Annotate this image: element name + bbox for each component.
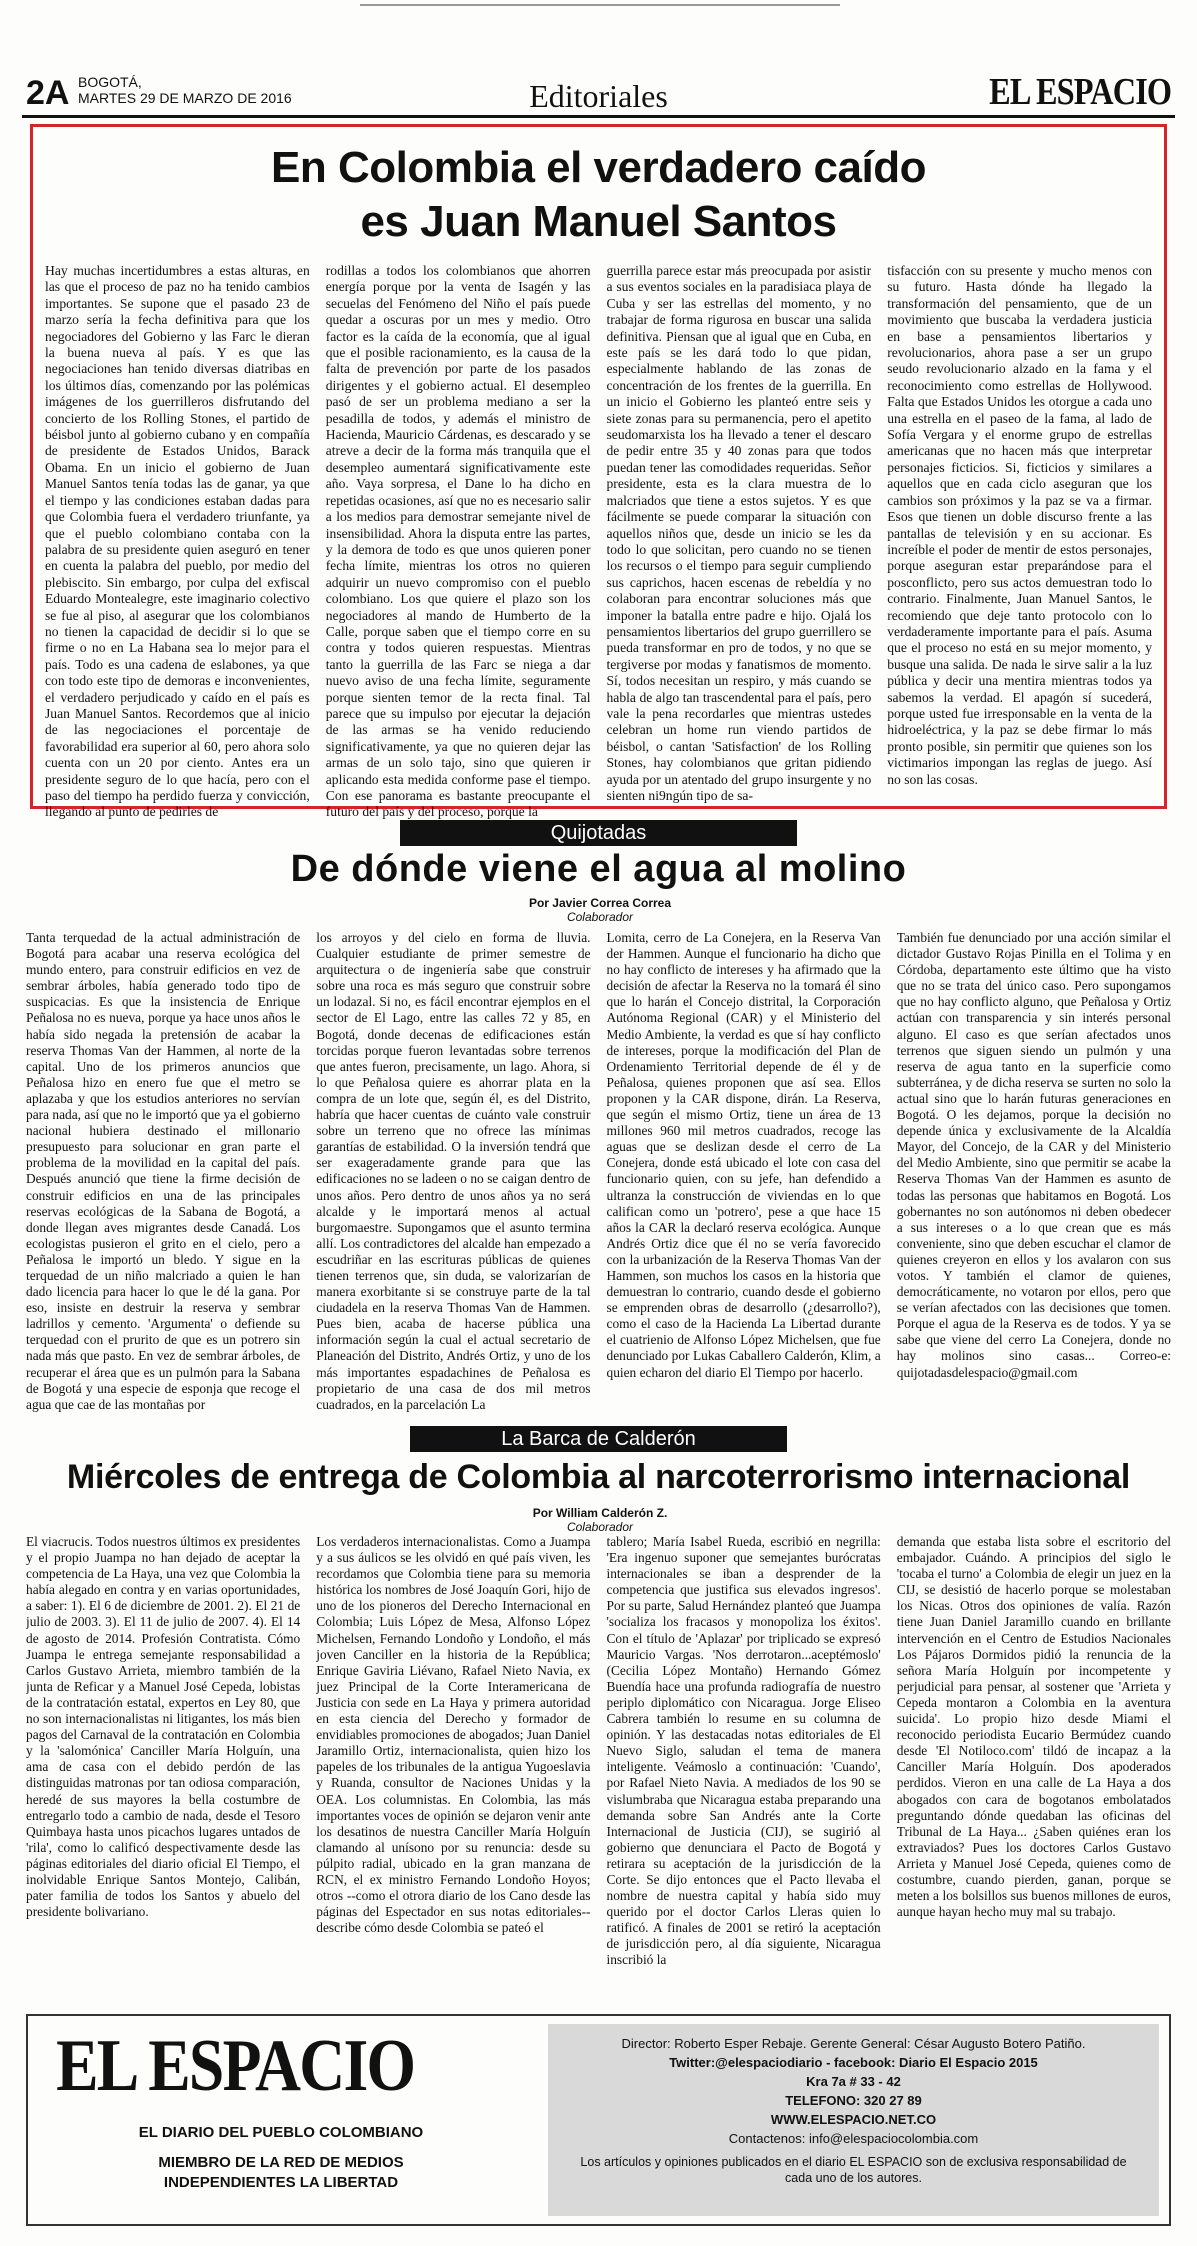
editorial-headline-line2: es Juan Manuel Santos bbox=[360, 197, 837, 246]
masthead bbox=[22, 68, 1175, 118]
barca-column-1: El viacrucis. Todos nuestros últimos ex presidentes y el propio Juampa no han dejado de aceptar la competencia de La Haya, una vez que Colombia la había alegado en contra y en varias oportunidades, a saber: 1). El 6 de diciembre de 2001. 2). El 21 de julio de 2003. 3). El 11 de julio de 2007. 4). El 14 de agosto de 2014. Profesión Contratista. Cómo Juampa le entrega semejante responsabilidad a Carlos Gustavo Arrieta, miembro también de la junta de Reficar y a Manuel José Cepeda, lobistas de la contratación estatal, expertos en Ley 80, que no son internacionalistas ni litigantes, los más bien pagos del Carnaval de la contratación en Colombia y la 'salomónica' Canciller María Holguín, una ama de casa con el debido perdón de las distinguidas matronas por tan odiosa comparación, heredé de sus mayores la bella costumbre de entregarlo todo a cambio de nada, desde el Tesoro Quimbaya hasta unos picachos lugares untados de 'rila', como lo calificó despectivamente desde las páginas editoriales del diario oficial El Tiempo, el inolvidable Enrique Santos Montejo, Calibán, pater familia de todos los Santos y abuelo del presidente bolivariano. bbox=[26, 1534, 301, 1920]
editorial-body bbox=[45, 263, 1152, 821]
quijotadas-author: Por Javier Correa Correa bbox=[528, 896, 672, 910]
footer-logo: EL ESPACIO bbox=[56, 2025, 415, 2107]
credits-director: Director: Roberto Esper Rebaje. Gerente General: César Augusto Botero Patiño. bbox=[621, 2036, 1086, 2051]
editorial-column-4: tisfacción con su presente y mucho menos con su futuro. Hasta dónde ha llegado la transformación del pensamiento, que de un movimiento que buscaba la verdadera justicia en base a pensamientos libertarios y revolucionarios, ahora pase a ser un grupo seudo revolucionario alzado en la fama y el reconocimiento como estrellas de Hollywood. Falta que Estados Unidos les otorgue a cada uno una estrella en el paseo de la fama, al lado de Sofía Vergara y el enorme grupo de estrellas americanas que no hacen más que interpretar personajes ficticios. Si, ficticios y similares a aquellos que en cada ciclo aseguran que los cambios son próximos y la paz se va a firmar. Esos que tienen un doble discurso frente a las pantallas de televisión y en su accionar. Es increíble el poder de mentir de estos personajes, porque aseguran estar preparándose para el posconflicto, pero sus actos demuestran todo lo contrario. Finalmente, Juan Manuel Santos, le recomiendo que deje tanto protocolo con lo verdaderamente importante para el país. Asuma que el proceso no está en su mejor momento, y busque una salida. De nada le sirve salir a la luz pública y decir una mentira mientras todos ya sabemos la verdad. El apagón sí sucederá, porque usted fue irresponsable en la venta de la hidroeléctrica, y la paz se debe firmar lo más pronto posible, sin permitir que quienes son los victimarios impongan las reglas de juego. Así no son las cosas. bbox=[887, 263, 1152, 787]
barca-body bbox=[26, 1534, 1171, 2000]
footer-network-line2: INDEPENDIENTES LA LIBERTAD bbox=[163, 2174, 399, 2191]
editorial-column-2: rodillas a todos los colombianos que ahorren energía porque por la venta de Isagén y las secuelas del Fenómeno del Niño el país puede quedar a oscuras por un mes y medio. Otro factor es la caída de la economía, que al igual que el posible racionamiento, es la causa de la falta de prevención por parte de los pasados dirigentes y el gobierno actual. El desempleo pasó de ser un problema mediano a ser la pesadilla de todos, y además el ministro de Hacienda, Mauricio Cárdenas, es descarado y se atreve a decir de la forma más tranquila que el desempleo aumentará significativamente este año. Vaya sorpresa, el Dane lo ha dicho en repetidas ocasiones, así que no es necesario salir a los medios para demostrar semejante nivel de insensibilidad. Ahora la disputa entre las partes, y la demora de todo es que unos quieren poner fecha límite, mientras los otros no quieren adquirir un nuevo compromiso con el pueblo colombiano. Los que quiere el plazo son los negociadores al mando de Humberto de la Calle, porque saben que el tiempo corre en su contra y todos quieren respuestas. Mientras tanto la guerrilla de las Farc se niega a dar nuevo aviso de una fecha límite, seguramente porque sienten temor de la recta final. Tal parece que su impulso por ejecutar la dejación de las armas se ha venido reduciendo significativamente, ya que no quieren dejar las armas de un solo tajo, sino que quieren ir aplicando esta medida conforme pase el tiempo. Con ese panorama es bastante preocupante el futuro del país y del proceso, porque la bbox=[325, 263, 591, 820]
footer-network-line1: MIEMBRO DE LA RED DE MEDIOS bbox=[158, 2154, 404, 2171]
credits-disclaimer: Los artículos y opiniones publicados en el diario EL ESPACIO son de exclusiva responsabilidad de cada uno de los autores. bbox=[580, 2155, 1127, 2185]
barca-author: Por William Calderón Z. bbox=[532, 1506, 668, 1520]
quijotadas-body bbox=[26, 930, 1171, 1418]
barca-column-2: Los verdaderos internacionalistas. Como a Juampa y a sus áulicos se les olvidó en qué país viven, les recordamos que Colombia tiene para su memoria histórica los nombres de José Joaquín Gori, hijo de uno de los pioneros del Derecho Internacional en Colombia; Luis López de Mesa, Alfonso López Michelsen, Fernando Londoño y Londoño, el más joven Canciller en la historia de la República; Enrique Gaviria Liévano, Rafael Nieto Navia, ex juez Principal de la Corte Interamericana de Justicia con sede en La Haya y primera autoridad en esta ciencia del Derecho y formador de envidiables promociones de abogados; Juan Daniel Jaramillo Ortiz, internacionalista, quien hizo los papeles de los tribunales de la antigua Yugoeslavia y Ruanda, consultor de Naciones Unidas y la OEA. Los columnistas. En Colombia, las más importantes voces de opinión se dejaron venir ante los desatinos de nuestra Canciller María Holguín clamando al unísono por su renuncia: desde su púlpito radial, ubicado en la gran manzana de RCN, el ex ministro Fernando Londoño Hoyos; otros --como el otrora diario de los Cano desde las páginas del Espectador en sus notas editoriales-- describe cómo desde Colombia se pateó el bbox=[316, 1534, 591, 1936]
editorial-column-1: Hay muchas incertidumbres a estas alturas, en las que el proceso de paz no ha tenido cambios importantes. Se supone que el pasado 23 de marzo sería la fecha definitiva para que los negociadores del Gobierno y las Farc le dieran la buena nueva al país. Y es que las negociaciones han tenido diversas diatribas en los últimos días, comenzando por las polémicas imágenes de los guerrilleros disfrutando del concierto de los Rolling Stones, el partido de béisbol junto al gobierno cubano y en compañía de presidente de Estados Unidos, Barack Obama. En un inicio el gobierno de Juan Manuel Santos tenía todas las de ganar, ya que el tiempo y las condiciones estaban dadas para que Colombia fuera el verdadero triunfante, ya que el pueblo colombiano contaba con la palabra de su presidente quien aseguró en tener en cuenta la palabra del pueblo, por medio del plebiscito. Sin embargo, por culpa del exfiscal Eduardo Montealegre, este imaginario colectivo se fue al piso, al asegurar que los colombianos no tienen la capacidad de decidir si lo que se firme o no en La Habana sea lo mejor para el país. Todo es una cadena de eslabones, ya que con todo este tipo de demoras e inconvenientes, el verdadero perjudicado y caído en el país es Juan Manuel Santos. Recordemos que al inicio de las negociaciones el porcentaje de favorabilidad era superior al 60, pero ahora solo cuenta con un 20 por ciento. Antes era un presidente seguro de lo que hacía, pero con el paso del tiempo ha perdido fuerza y convicción, llegando al punto de pedirles de bbox=[45, 263, 310, 820]
credits-panel bbox=[548, 2024, 1159, 2216]
dateline-date: MARTES 29 DE MARZO DE 2016 bbox=[78, 90, 292, 106]
footer-box bbox=[26, 2014, 1171, 2226]
barca-column-3: tablero; María Isabel Rueda, escribió en negrilla: 'Era ingenuo suponer que semejantes burócratas internacionales se iban a desprender de la competencia que justifica sus elevados ingresos'. Por su parte, Salud Hernández planteó que Juampa 'socializa los fracasos y monopoliza los éxitos'. Con el título de 'Aplazar' por triplicado se expresó Mauricio Vargas. 'Nos derrotaron...aceptémoslo' (Cecilia López Montaño) Hernando Gómez Buendía hace una profunda radiografía de nuestro periplo diplomático con Nicaragua. Jorge Eliseo Cabrera también lo resume en su columna de opinión. Y las destacadas notas editoriales de El Nuevo Siglo, saludan el tema de manera inteligente. Veámoslo a continuación: 'Cuando', por Rafael Nieto Navia. A mediados de los 90 se vislumbraba que Nicaragua estaba preparando una demanda sobre San Andrés ante la Corte Internacional de Justicia (CIJ), se sugirió al gobierno que denunciara el Pacto de Bogotá y retirara su aceptación de la jurisdicción de la Corte. Se dijo entonces que el Pacto llevaba el nombre de nuestra capital y había sido muy querido por el doctor Carlos Lleras quien lo ratificó. A finales de 2001 se retiró la aceptación de jurisdicción pero, al día siguiente, Nicaragua inscribió la bbox=[606, 1534, 881, 1968]
barca-band: La Barca de Calderón bbox=[410, 1426, 787, 1452]
editorial-headline-line1: En Colombia el verdadero caído bbox=[271, 143, 926, 192]
credits-address: Kra 7a # 33 - 42 bbox=[806, 2074, 901, 2089]
barca-byline bbox=[480, 1506, 720, 1534]
editorial-column-3: guerrilla parece estar más preocupada por asistir a sus eventos sociales en la paradisiaca playa de Cuba y ser las estrellas del momento, y no trabajar de forma rigurosa en buscar una salida definitiva. Piensan que al igual que en Cuba, en este país se les dará todo lo que pidan, especialmente hablando de las zonas de concentración de los frentes de la guerrilla. En un inicio el Gobierno les planteó entre seis y siete zonas para su permanencia, pero el apetito seudomarxista los ha llevado a tener el descaro de pedir entre 35 y 40 zonas para que todos puedan tener las comodidades requeridas. Señor presidente, esta es la clara muestra de lo malcriados que tiene a estos sujetos. Y es que fácilmente se puede comparar la situación con aquellos niños que, desde un inicio se les da todo lo que solicitan, pero cuando no se tienen los recursos o el tiempo para seguir cumpliendo sus caprichos, hacen escenas de rebeldía y no colaboran para encontrar soluciones más que imponer la batalla entre padre e hijo. Ojalá los pensamientos libertarios del grupo guerrillero se pueda transformar en pro de todos, y no que se tergiverse por modas y fanatismos de momento. Sí, todos necesitan un respiro, y más cuando se habla de algo tan trascendental para el país, pero vale la pena recordarles que mientras ustedes celebran un home run viendo partidos de béisbol, o cantan 'Satisfaction' de los Rolling Stones, hay colombianos que gritan pidiendo ayuda por un atentado del grupo insurgente y no sienten ni9ngún tipo de sa- bbox=[606, 263, 872, 803]
quijotadas-column-2: los arroyos y del cielo en forma de lluvia. Cualquier estudiante de primer semestre de arquitectura o de ingeniería sabe que construir sobre una roca es más seguro que construir sobre un lodazal. Si no, es fácil encontrar ejemplos en el sector de El Lago, entre las calles 72 y 85, en Bogotá, donde decenas de edificaciones están torcidas porque fueron levantadas sobre terrenos que antes fueron, precisamente, un lago. Ahora, si lo que Peñalosa quiere es ahorrar plata en la compra de un lote que, según él, es del Distrito, habría que hacer cuentas de cuánto vale construir sobre un terreno que no ofrece las mínimas garantías de estabilidad. O la inversión tendrá que ser exageradamente grande para que las edificaciones no se ladeen o no se caigan dentro de unos años. Pero dentro de unos años ya no será alcalde y le importará menos al actual burgomaestre. Supongamos que el asunto termina allí. Los contradictores del alcalde han empezado a escudriñar en las escrituras públicas de quienes tienen terrenos que, sin duda, se valorizarían de manera exorbitante si se construye parte de la tal ciudadela en la reserva Thomas Van de Hammen. Pues bien, acaba de hacerse pública una información según la cual el actual secretario de Planeación del Distrito, Andrés Ortiz, y uno de los más importantes espadachines de Peñalosa es propietario de una casa de dos mil metros cuadrados, en la parcelación La bbox=[316, 930, 591, 1412]
credits-website: WWW.ELESPACIO.NET.CO bbox=[770, 2112, 937, 2127]
masthead-logo: EL ESPACIO bbox=[988, 71, 1171, 113]
credits-social: Twitter:@elespaciodiario - facebook: Diario El Espacio 2015 bbox=[669, 2055, 1038, 2070]
quijotadas-role: Colaborador bbox=[566, 910, 634, 924]
quijotadas-byline bbox=[500, 896, 700, 924]
editorial-headline bbox=[45, 141, 1152, 249]
quijotadas-headline: De dónde viene el agua al molino bbox=[290, 848, 907, 890]
top-rule bbox=[360, 0, 840, 6]
credits-contact: Contactenos: info@elespaciocolombia.com bbox=[728, 2131, 979, 2146]
barca-column-4: demanda que estaba lista sobre el escritorio del embajador. Cuándo. A principios del siglo le 'tocaba el turno' a Colombia de elegir un juez en la CIJ, se desistió de hacerlo porque se molestaban los Nicas. Otros dos opiniones de valía. Razón tiene Juan Daniel Jaramillo cuando en brillante intervención en el Centro de Estudios Nacionales Los Pájaros Dormidos pidió la renuncia de la señora María Holguín por incompetente y perjudicial para pensar, al sostener que 'Arrieta y Cepeda montaron a Colombia en la aventura suicida'. Lo propio hizo desde Miami el reconocido periodista Eucario Bermúdez cuando desde 'El Notiloco.com' tildó de incapaz a la Canciller María Holguín. Dos apoderados perdidos. Vieron en una calle de La Haya a dos abogados con cara de bogotanos embolatados preguntando dónde quedaban las oficinas del Tribunal de La Haya... ¿Saben quiénes eran los extraviados? Pues los doctores Carlos Gustavo Arrieta y Manuel José Cepeda, quienes como de costumbre, cuando pierden, ganan, porque se meten a los bolsillos sus buenos millones de euros, aunque hayan hecho muy mal su trabajo. bbox=[896, 1534, 1171, 1920]
main-editorial bbox=[30, 124, 1167, 820]
quijotadas-column-4: También fue denunciado por una acción similar el dictador Gustavo Rojas Pinilla en el Tolima y en Córdoba, departamento este último que ha visto que no se trata del único caso. Pero supongamos que no hay conflicto alguno, que Peñalosa y Ortiz actúan con transparencia y sin interés personal alguno. El caso es que serían afectados unos terrenos que siguen siendo un pulmón y una reserva de agua tanto en la superficie como subterránea, y de dicha reserva se surten no solo la actual sino que lo harán futuras generaciones en Bogotá. O les dejamos, porque la decisión no depende única y exclusivamente de la Alcaldía Mayor, del Concejo, de la CAR y del Ministerio del Medio Ambiente, sino que permitir se acabe la Reserva Thomas Van der Hammen es asunto de todas las personas que habitamos en Bogotá. Los gobernantes no son autónomos ni deben obedecer a sus intereses o a lo que crean que es más conveniente, sino que deben escuchar el clamor de quienes creyeron en ellos y los avalaron con sus votos. Y también el clamor de quienes, democráticamente, no votaron por ellos, pero que se verían afectados con las decisiones que tomen. Porque el agua de la Reserva es de todos. Y ya se sabe que viene del cerro La Conejera, donde no hay molinos sino casas... Correo-e: quijotadasdelespacio@gmail.com bbox=[896, 930, 1171, 1380]
barca-role: Colaborador bbox=[566, 1520, 634, 1534]
quijotadas-column-3: Lomita, cerro de La Conejera, en la Reserva Van der Hammen. Aunque el funcionario ha dicho que no hay conflicto de intereses y ha afirmado que la decisión de afectar la Reserva no la tomará él sino que lo harán el Concejo distrital, la Corporación Autónoma Regional (CAR) y el Ministerio del Medio Ambiente, la verdad es que sí hay conflicto de intereses, porque la modificación del Plan de Ordenamiento Territorial depende de él y de Peñalosa, quienes proponen que así sea. Ellos proponen y la CAR dispone, dirán. La Reserva, que según el mismo Ortiz, tiene un área de 13 millones 960 mil metros cuadrados, recoge las aguas que se deslizan desde el cerro de La Conejera, donde está ubicado el lote con casa del funcionario quien, con su jefe, han defendido a ultranza la construcción de viviendas en lo que califican como un 'potrero', pese a que hace 15 años la CAR la declaró reserva ecológica. Aunque Andrés Ortiz dice que él no se vería favorecido con la urbanización de la Reserva Thomas Van der Hammen, son muchos los casos en la historia que demuestran lo contrario, cuando desde el gobierno se emprenden obras de desarrollo (¿desarrollo?), como el caso de la Hacienda La Libertad durante el cuatrienio de Alfonso López Michelsen, que fue denunciado por Lukas Caballero Calderón, Klim, a quien echaron del diario El Tiempo por hacerlo. bbox=[606, 930, 881, 1380]
quijotadas-column-1: Tanta terquedad de la actual administración de Bogotá para acabar una reserva ecológica del mundo entero, para construir edificios en vez de sembrar árboles, había generado todo tipo de suspicacias. Es que la insistencia de Enrique Peñalosa no es nueva, porque ya hace unos años le había sido negada la pretensión de acabar la reserva Thomas Van der Hammen, al norte de la capital. Uno de los primeros anuncios que Peñalosa hizo en enero fue que el metro se aplazaba y que los estudios anteriores no servían para nada, así que no le importó que ya el gobierno nacional hubiera destinado el millonario presupuesto para solucionar en gran parte el problema de la movilidad en la capital del país. Después anunció que tiene la firme decisión de construir edificios en una de las principales reservas ecológicas de la Sabana de Bogotá, a donde llegan aves migrantes desde Canadá. Los ecologistas pusieron el grito en el cielo, pero a Peñalosa le importó un bledo. Y sigue en la terquedad de un niño malcriado a quien le han dado licencia para hacer lo que le dé la gana. Por eso, insiste en destruir la reserva y sembrar ladrillos y cemento. 'Argumenta' o defiende su terquedad con el prurito de que es un potrero sin nada más que pasto. En vez de sembrar árboles, de recuperar el área que es un pulmón para la Sabana de Bogotá y una especie de esponja que recoge el agua que cae de las montañas por bbox=[26, 930, 301, 1412]
page-number: 2A bbox=[26, 74, 70, 112]
credits-phone: TELEFONO: 320 27 89 bbox=[785, 2093, 922, 2108]
quijotadas-band: Quijotadas bbox=[400, 820, 797, 846]
section-title: Editoriales bbox=[529, 78, 668, 114]
dateline-city: BOGOTÁ, bbox=[78, 74, 142, 90]
footer-tagline: EL DIARIO DEL PUEBLO COLOMBIANO bbox=[138, 2124, 424, 2141]
barca-headline: Miércoles de entrega de Colombia al narcoterrorismo internacional bbox=[66, 1458, 1131, 1496]
